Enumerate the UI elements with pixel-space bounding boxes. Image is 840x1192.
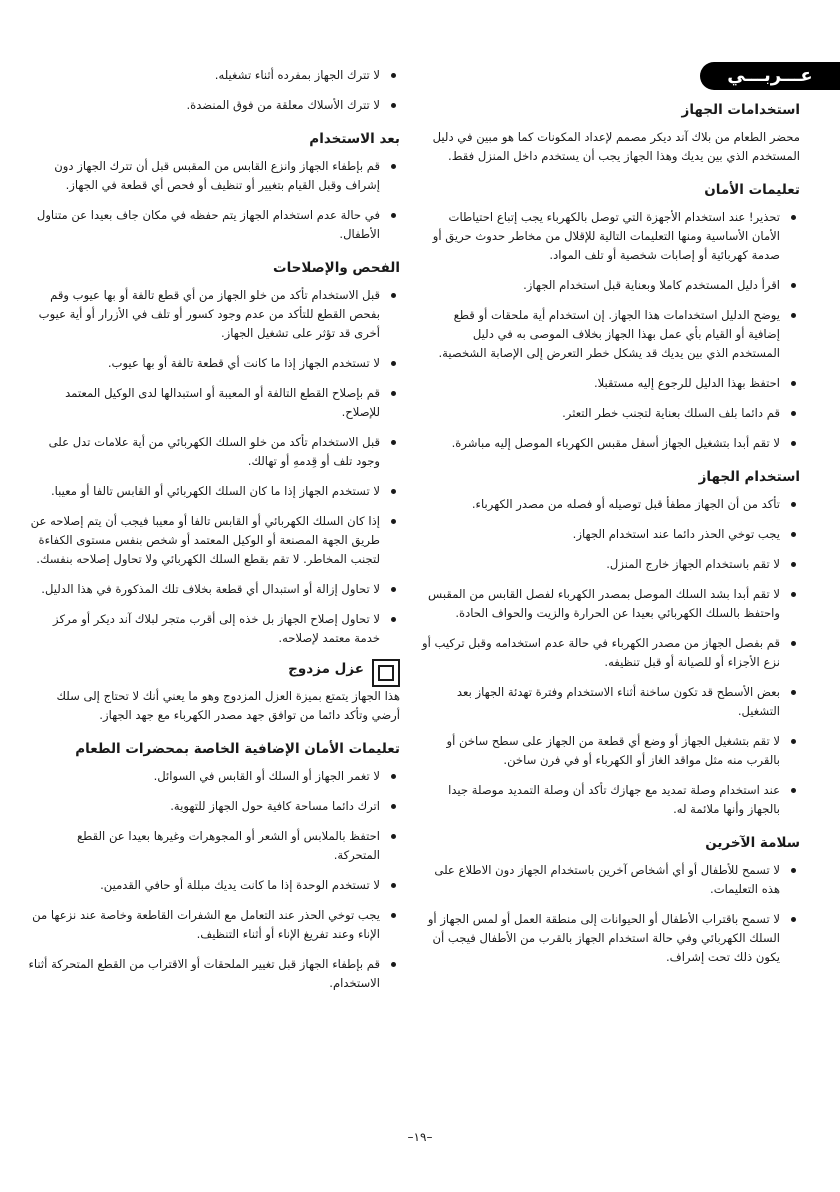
bullet-icon	[791, 690, 796, 695]
section-title-appliance-use: استخدام الجهاز	[698, 469, 800, 485]
safety-list	[422, 208, 800, 453]
list-item: تحذير! عند استخدام الأجهزة التي توصل بالكهرباء يجب إتباع احتياطات الأمان الأساسية ومنها التعليمات التالية للإقلال من مخاطر حدوث حريق أو صدمة كهربائية أو إصابات شخصية أو تلف المواد.	[422, 208, 800, 265]
list-item: يجب توخي الحذر عند التعامل مع الشفرات القاطعة وخاصة عند نزعها من الإناء وعند تفريغ الإناء أو أثناء التنظيف.	[28, 906, 400, 944]
bullet-icon	[391, 489, 396, 494]
bullet-icon	[791, 502, 796, 507]
bullet-icon	[391, 587, 396, 592]
list-item: اقرأ دليل المستخدم كاملا وبعناية قبل استخدام الجهاز.	[422, 276, 800, 295]
list-item: في حالة عدم استخدام الجهاز يتم حفظه في مكان جاف بعيدا عن متناول الأطفال.	[28, 206, 400, 244]
list-item: اترك دائما مساحة كافية حول الجهاز للتهوية.	[28, 797, 400, 816]
list-item: لا تستخدم الوحدة إذا ما كانت يديك مبللة أو حافي القدمين.	[28, 876, 400, 895]
bullet-icon	[791, 441, 796, 446]
bullet-icon	[391, 361, 396, 366]
page-number: –١٩–	[407, 1130, 433, 1144]
double-insulation-block	[28, 659, 400, 725]
list-item: تأكد من أن الجهاز مطفأ قبل توصيله أو فصله من مصدر الكهرباء.	[422, 495, 800, 514]
extra-safety-list	[28, 767, 400, 993]
section-title-safety: تعليمات الأمان	[704, 182, 800, 198]
bullet-icon	[791, 215, 796, 220]
after-use-list	[28, 157, 400, 244]
list-item: قم دائما بلف السلك بعناية لتجنب خطر التعثر.	[422, 404, 800, 423]
bullet-icon	[391, 834, 396, 839]
list-item: احتفظ بهذا الدليل للرجوع إليه مستقبلا.	[422, 374, 800, 393]
double-insulation-text: هذا الجهاز يتمتع بميزة العزل المزدوج وهو ما يعني أنك لا تحتاج إلى سلك أرضي وتأكد دائما من توافق جهد مصدر الكهرباء مع جهد الجهاز.	[56, 689, 400, 722]
bullet-icon	[791, 641, 796, 646]
list-item: لا تقم باستخدام الجهاز خارج المنزل.	[422, 555, 800, 574]
bullet-icon	[791, 381, 796, 386]
usage-paragraph: محضر الطعام من بلاك آند ديكر مصمم لإعداد المكونات كما هو مبين في دليل المستخدم الذي بين يديك وهذا الجهاز يجب أن يستخدم داخل المنزل فقط.	[432, 130, 800, 163]
list-item: قم بإصلاح القطع التالفة أو المعيبة أو استبدالها لدى الوكيل المعتمد للإصلاح.	[28, 384, 400, 422]
list-item: لا تسمح باقتراب الأطفال أو الحيوانات إلى منطقة العمل أو لمس الجهاز أو السلك الكهربائي وفي حالة استخدام الجهاز بالقرب من الأطفال فيجب أن يكون ذلك تحت إشراف.	[422, 910, 800, 967]
bullet-icon	[791, 313, 796, 318]
bullet-icon	[791, 562, 796, 567]
list-item: قم بفصل الجهاز من مصدر الكهرباء في حالة عدم استخدامه وقبل تركيب أو نزع الأجزاء أو للصيانة أو قبل تنظيفه.	[422, 634, 800, 672]
list-item: لا تحاول إزالة أو استبدال أي قطعة بخلاف تلك المذكورة في هذا الدليل.	[28, 580, 400, 599]
list-item: إذا كان السلك الكهربائي أو القابس تالفا أو معيبا فيجب أن يتم إصلاحه عن طريق الجهة المصنعة أو الوكيل المعتمد أو شخص بنفس مستوى الكفاءة لتجنب المخاطر. لا تقم بقطع السلك الكهربائي ولا تحاول إصلاحه بنفسك.	[28, 512, 400, 569]
list-item: لا تغمر الجهاز أو السلك أو القابس في السوائل.	[28, 767, 400, 786]
right-column	[422, 56, 800, 978]
bullet-icon	[391, 617, 396, 622]
bullet-icon	[391, 774, 396, 779]
bullet-icon	[791, 532, 796, 537]
others-safety-list	[422, 861, 800, 967]
bullet-icon	[791, 739, 796, 744]
list-item: لا تستخدم الجهاز إذا ما كان السلك الكهربائي أو القابس تالفا أو معيبا.	[28, 482, 400, 501]
bullet-icon	[391, 103, 396, 108]
bullet-icon	[791, 283, 796, 288]
inspection-list	[28, 286, 400, 648]
list-item: لا تقم أبدا بشد السلك الموصل بمصدر الكهرباء لفصل القابس من المقبس واحتفظ بالسلك الكهربائي بعيدا عن الحرارة والزيت والحواف الحادة.	[422, 585, 800, 623]
list-item: لا تحاول إصلاح الجهاز بل خذه إلى أقرب متجر لبلاك آند ديكر أو مركز خدمة معتمد لإصلاحه.	[28, 610, 400, 648]
bullet-icon	[791, 411, 796, 416]
language-tab: عـــربـــي	[700, 62, 840, 90]
list-item: عند استخدام وصلة تمديد مع جهازك تأكد أن وصلة التمديد موصلة جيدا بالجهاز وأنها ملائمة له.	[422, 781, 800, 819]
list-item: احتفظ بالملابس أو الشعر أو المجوهرات وغيرها بعيدا عن القطع المتحركة.	[28, 827, 400, 865]
bullet-icon	[391, 913, 396, 918]
list-item: قم بإطفاء الجهاز قبل تغيير الملحقات أو الاقتراب من القطع المتحركة أثناء الاستخدام.	[28, 955, 400, 993]
bullet-icon	[791, 917, 796, 922]
bullet-icon	[391, 440, 396, 445]
bullet-icon	[391, 293, 396, 298]
double-insulation-icon	[372, 659, 400, 687]
left-column	[28, 66, 400, 1004]
list-item: قبل الاستخدام تأكد من خلو الجهاز من أي قطع تالفة أو بها عيوب وقم بفحص القطع للتأكد من عدم وجود كسور أو تلف في الأزرار أو أية عيوب أخرى قد تؤثر على تشغيل الجهاز.	[28, 286, 400, 343]
section-title-others-safety: سلامة الآخرين	[705, 835, 800, 851]
list-item: لا تستخدم الجهاز إذا ما كانت أي قطعة تالفة أو بها عيوب.	[28, 354, 400, 373]
list-item: يوضح الدليل استخدامات هذا الجهاز. إن استخدام أية ملحقات أو قطع إضافية أو القيام بأي عمل بهذا الجهاز بخلاف الموصى به في دليل المستخدم الذي بين يديك قد يشكل خطر التعرض إلى الإصابة الشخصية.	[422, 306, 800, 363]
section-title-after-use: بعد الاستخدام	[309, 131, 400, 147]
bullet-icon	[391, 391, 396, 396]
bullet-icon	[791, 788, 796, 793]
list-item: قبل الاستخدام تأكد من خلو السلك الكهربائي من أية علامات تدل على وجود تلف أو قِدمهِ أو تهالك.	[28, 433, 400, 471]
bullet-icon	[791, 868, 796, 873]
appliance-use-list	[422, 495, 800, 819]
bullet-icon	[391, 883, 396, 888]
bullet-icon	[391, 164, 396, 169]
list-item: لا تقم بتشغيل الجهاز أو وضع أي قطعة من الجهاز على سطح ساخن أو بالقرب منه مثل مواقد الغاز أو الكهرباء أو في فرن ساخن.	[422, 732, 800, 770]
bullet-icon	[391, 804, 396, 809]
top-list	[28, 66, 400, 115]
section-title-usage: استخدامات الجهاز	[681, 102, 800, 118]
list-item: لا تسمح للأطفال أو أي أشخاص آخرين باستخدام الجهاز دون الاطلاع على هذه التعليمات.	[422, 861, 800, 899]
list-item: لا تقم أبدا بتشغيل الجهاز أسفل مقبس الكهرباء الموصل إليه مباشرة.	[422, 434, 800, 453]
section-title-extra-safety: تعليمات الأمان الإضافية الخاصة بمحضرات الطعام	[75, 741, 400, 757]
bullet-icon	[791, 592, 796, 597]
list-item: بعض الأسطح قد تكون ساخنة أثناء الاستخدام وفترة تهدئة الجهاز بعد التشغيل.	[422, 683, 800, 721]
bullet-icon	[391, 519, 396, 524]
list-item: يجب توخي الحذر دائما عند استخدام الجهاز.	[422, 525, 800, 544]
list-item: قم بإطفاء الجهاز وانزع القابس من المقبس قبل أن تترك الجهاز دون إشراف وقبل القيام بتغيير أو تنظيف أو فحص أي قطعة في الجهاز.	[28, 157, 400, 195]
section-title-inspection: الفحص والإصلاحات	[273, 260, 400, 276]
list-item: لا تترك الجهاز بمفرده أثناء تشغيله.	[28, 66, 400, 85]
list-item: لا تترك الأسلاك معلقة من فوق المنضدة.	[28, 96, 400, 115]
bullet-icon	[391, 73, 396, 78]
bullet-icon	[391, 962, 396, 967]
section-title-double-insulation: عزل مزدوج	[288, 661, 364, 677]
bullet-icon	[391, 213, 396, 218]
